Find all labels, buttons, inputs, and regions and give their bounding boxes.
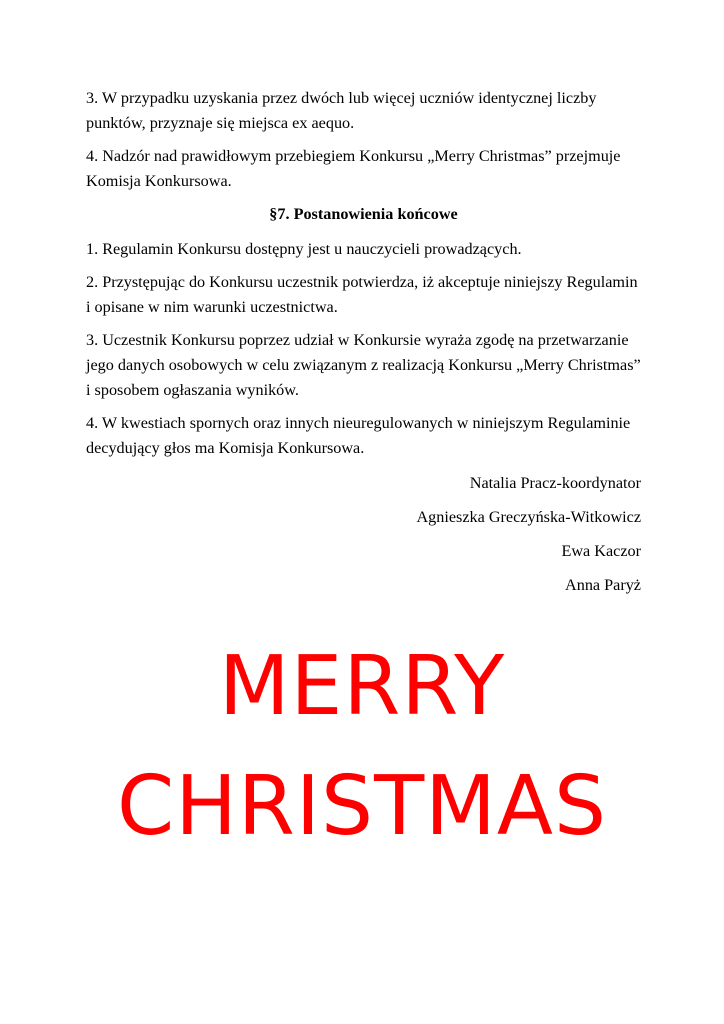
banner-christmas: CHRISTMAS	[116, 759, 608, 854]
paragraph-rules-availability: 1. Regulamin Konkursu dostępny jest u nauczycieli prowadzących.	[86, 240, 522, 258]
signature-member: Agnieszka Greczyńska-Witkowicz	[416, 508, 641, 526]
paragraph-tie-rule: 3. W przypadku uzyskania przez dwóch lub więcej uczniów identycznej liczby punktów, przyznaje się miejsca ex aequo.	[86, 89, 597, 132]
paragraph-supervision: 4. Nadzór nad prawidłowym przebiegiem Konkursu „Merry Christmas” przejmuje Komisja Konkursowa.	[86, 147, 621, 190]
signature-coordinator: Natalia Pracz-koordynator	[469, 474, 641, 492]
section-heading: §7. Postanowienia końcowe	[269, 205, 458, 223]
paragraph-disputes: 4. W kwestiach spornych oraz innych nieuregulowanych w niniejszym Regulaminie decydujący głos ma Komisja Konkursowa.	[86, 414, 631, 457]
signature-member: Anna Paryż	[565, 576, 641, 594]
paragraph-acceptance: 2. Przystępując do Konkursu uczestnik potwierdza, iż akceptuje niniejszy Regulamin i opisane w nim warunki uczestnictwa.	[86, 273, 638, 316]
banner-merry: MERRY	[218, 639, 506, 734]
signature-member: Ewa Kaczor	[561, 542, 641, 560]
paragraph-data-consent: 3. Uczestnik Konkursu poprzez udział w Konkursie wyraża zgodę na przetwarzanie jego danych osobowych w celu związanym z realizacją Konkursu „Merry Christmas” i sposobem ogłaszania wyników.	[86, 331, 641, 399]
document-body	[86, 86, 641, 598]
